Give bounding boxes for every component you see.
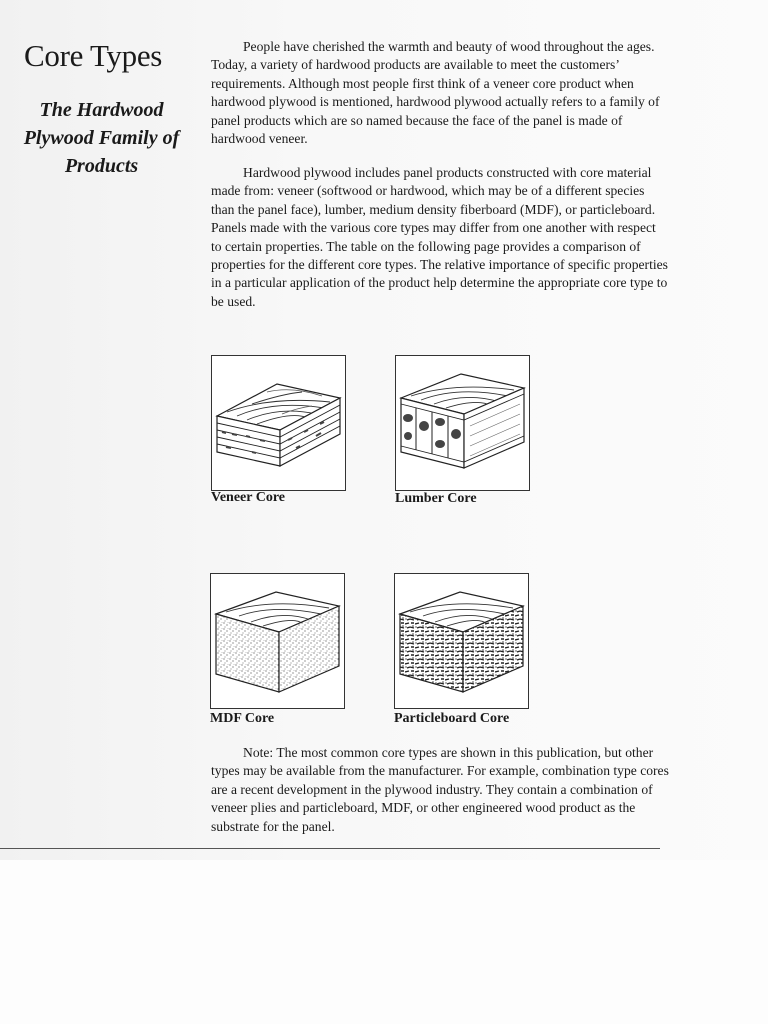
veneer-core-illustration (211, 355, 346, 491)
lumber-core-illustration (395, 355, 530, 491)
mdf-core-caption: MDF Core (210, 711, 275, 726)
lumber-core-caption: Lumber Core (395, 491, 477, 506)
note-paragraph: Note: The most common core types are shown in this publication, but other types may be available from the manufacturer. For example, combination type cores are a recent development in the plywood industry. They contain a combination of veneer plies and particleboard, MDF, or other engineered wood product as the substrate for the panel. (211, 745, 669, 834)
particleboard-core-caption: Particleboard Core (394, 711, 510, 726)
page-title: Core Types (24, 38, 163, 73)
core-description-paragraph: Hardwood plywood includes panel products constructed with core material made from: veneer (softwood or hardwood, which may be of a different species than the panel face), lumber, medium density fiberboard (MDF), or particleboard. Panels made with the various core types may differ from one another with respect to certain properties. The table on the following page provides a comparison of properties for the different core types. The relative importance of specific properties in a particular application of the product help determine the appropriate core type to be used. (211, 165, 668, 309)
page-divider (0, 848, 660, 849)
veneer-core-caption: Veneer Core (211, 490, 285, 505)
intro-paragraph: People have cherished the warmth and beauty of wood throughout the ages. Today, a variety of hardwood products are available to meet the customers’ requirements. Although most people first think of a veneer core product when hardwood plywood is mentioned, hardwood plywood actually refers to a family of panel products which are so named because the face of the panel is made of hardwood veneer. (211, 39, 660, 147)
mdf-core-illustration (210, 573, 345, 709)
page-subtitle: The Hardwood Plywood Family of Products (23, 99, 180, 177)
particleboard-core-illustration (394, 573, 529, 709)
